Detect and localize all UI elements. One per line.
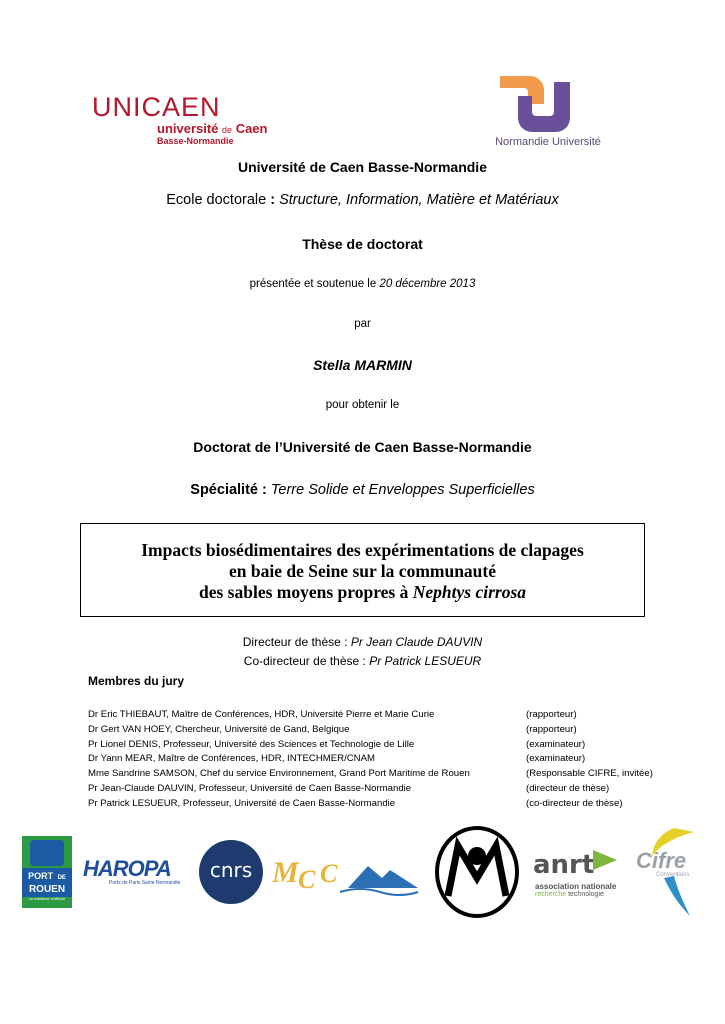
unicaen-wordmark: UNICAEN: [92, 92, 221, 122]
jury-role: (rapporteur): [526, 709, 577, 720]
anrt-logo: [533, 850, 633, 900]
cnrs-logo: [199, 840, 263, 904]
jury-member: Pr Lionel DENIS, Professeur, Université des Sciences et Technologie de Lille: [88, 738, 415, 750]
anrt-line-2: recherche technologie: [535, 891, 604, 898]
degree-name: Doctorat de l’Université de Caen Basse-Normandie: [193, 439, 532, 455]
svg-text:C: C: [298, 865, 316, 894]
haropa-wordmark: HAROPA: [83, 856, 171, 881]
svg-text:M: M: [272, 856, 299, 889]
emblem-icon: [434, 826, 520, 918]
unicaen-region-line: Basse-Normandie: [157, 136, 234, 146]
normandie-logo-icon: [478, 72, 618, 136]
port-rouen-tagline: Le maritime s'affiche: [28, 896, 66, 901]
jury-role: (examinateur): [526, 738, 586, 750]
cifre-wordmark: Cifre: [636, 848, 687, 873]
jury-role: (Responsable CIFRE, invitée): [526, 768, 653, 780]
anrt-line-1: association nationale: [535, 882, 617, 891]
jury-member: Pr Jean-Claude DAUVIN, Professeur, Université de Caen Basse-Normandie: [88, 782, 412, 794]
jury-member: Mme Sandrine SAMSON, Chef du service Environnement, Grand Port Maritime de Rouen: [88, 768, 470, 780]
jury-member: Dr Gert VAN HOEY, Chercheur, Université de Gand, Belgique: [88, 723, 350, 735]
defense-date: présentée et soutenue le 20 décembre 2013: [249, 278, 476, 290]
jury-role: (co-directeur de thèse): [526, 797, 623, 809]
title-line-3: des sables moyens propres à Nephtys cirrosa: [198, 582, 527, 602]
cifre-logo: [634, 826, 702, 918]
cifre-subtitle: Conventions: [656, 872, 690, 878]
normandie-label: Normandie Université: [495, 136, 601, 148]
haropa-logo: [83, 856, 191, 896]
mountain-wave-icon: [270, 848, 420, 898]
laboratory-wave-logo: [270, 848, 420, 898]
port-rouen-mark-icon: [30, 840, 64, 866]
title-line-2: en baie de Seine sur la communauté: [228, 561, 497, 581]
jury-member: Pr Patrick LESUEUR, Professeur, Université de Caen Basse-Normandie: [88, 797, 396, 809]
author-name: Stella MARMIN: [313, 357, 412, 373]
title-line-1: Impacts biosédimentaires des expérimentations de clapages: [141, 540, 584, 560]
cnrs-wordmark: cnrs: [209, 858, 253, 882]
jury-heading: Membres du jury: [88, 674, 185, 688]
co-directeur: Co-directeur de thèse : Pr Patrick LESUEUR: [243, 654, 482, 668]
unicaen-university-line: université de Caen: [157, 121, 268, 136]
jury-role: (examinateur): [526, 753, 586, 765]
jury-member: Dr Eric THIEBAUT, Maître de Conférences, HDR, Université Pierre et Marie Curie: [88, 709, 435, 720]
port-de-rouen-logo: [22, 836, 72, 908]
university-name: Université de Caen Basse-Normandie: [238, 159, 487, 175]
ecole-doctorale: Ecole doctorale : Structure, Information, Matière et Matériaux: [166, 192, 559, 208]
specialite: Spécialité : Terre Solide et Enveloppes Superficielles: [190, 482, 535, 498]
par-text: par: [354, 318, 371, 330]
pour-obtenir-text: pour obtenir le: [325, 399, 400, 411]
normandie-universite-logo: [478, 72, 618, 154]
svg-text:C: C: [320, 859, 338, 888]
port-rouen-text: PORT DE ROUEN: [22, 868, 72, 897]
m2c-emblem-logo: [434, 826, 520, 918]
these-heading: Thèse de doctorat: [302, 236, 423, 252]
thesis-title-box: [80, 523, 645, 617]
anrt-wordmark: anrt: [533, 850, 595, 880]
jury-role: (rapporteur): [526, 723, 577, 735]
haropa-subtitle: Ports de Paris Seine Normandie: [109, 880, 181, 886]
anrt-arrow-icon: [593, 850, 617, 870]
jury-member: Dr Yann MEAR, Maître de Conférences, HDR, INTECHMER/CNAM: [88, 753, 375, 765]
unicaen-logo: [88, 92, 288, 152]
directeur: Directeur de thèse : Pr Jean Claude DAUVIN: [242, 635, 483, 649]
jury-role: (directeur de thèse): [526, 782, 610, 794]
